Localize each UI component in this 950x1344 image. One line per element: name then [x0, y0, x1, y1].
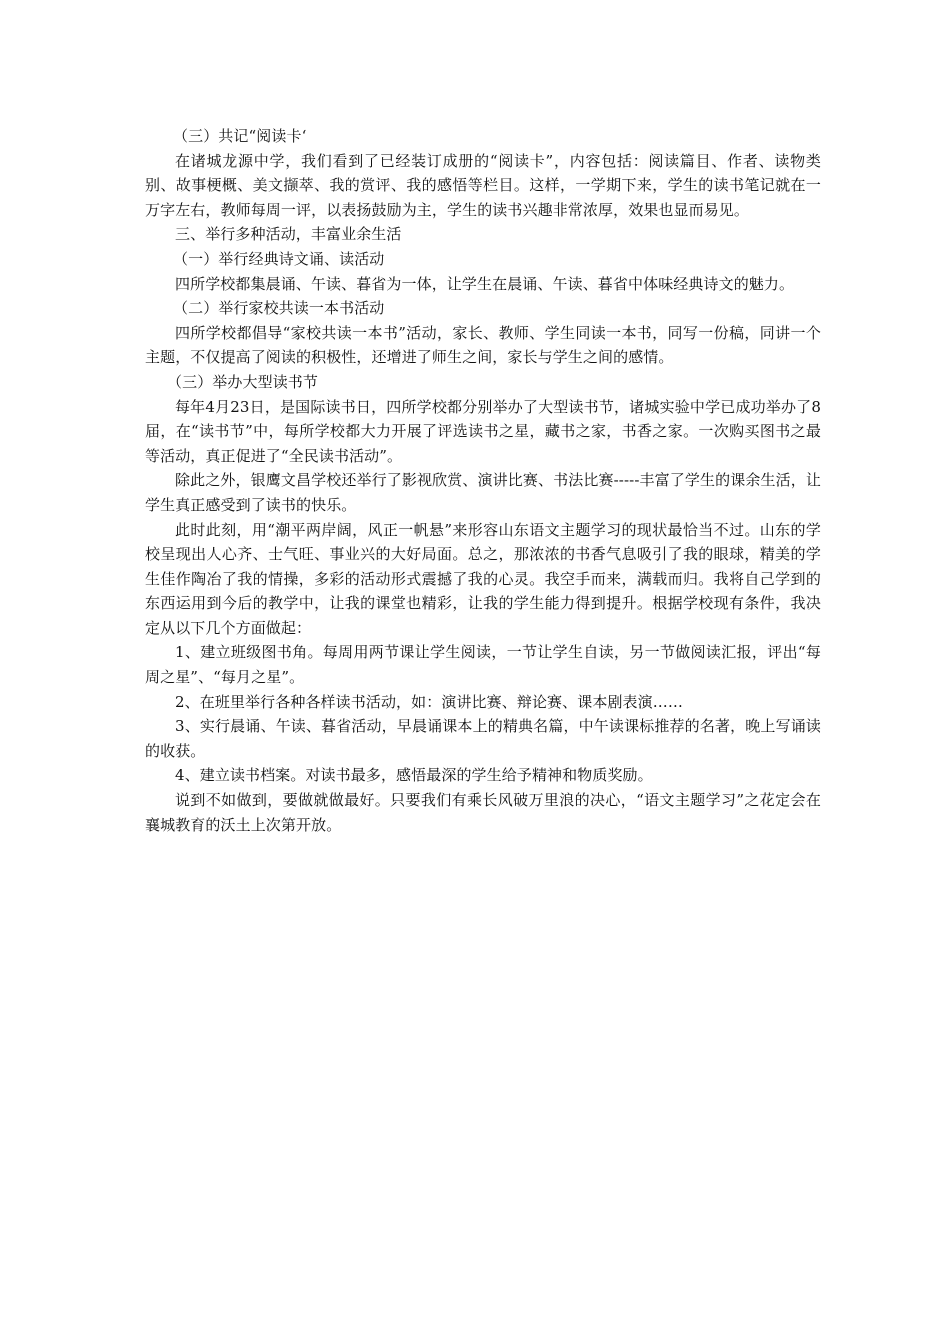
paragraph-reading-card: 在诸城龙源中学，我们看到了已经装订成册的“阅读卡”，内容包括：阅读篇目、作者、读物类别、故事梗概、美文撷萃、我的赏评、我的感悟等栏目。这样，一学期下来，学生的读书笔记就在一万字左右，教师每周一评，以表扬鼓励为主，学生的读书兴趣非常浓厚，效果也显而易见。: [145, 151, 821, 219]
subheading-classic-poetry: （一）举行经典诗文诵、读活动: [173, 249, 385, 268]
paragraph-reading-festival: 每年4月23日，是国际读书日，四所学校都分别举办了大型读书节，诸城实验中学已成功举办了8届，在“读书节”中，每所学校都大力开展了评选读书之星，藏书之家，书香之家。一次购买图书之最等活动，真正促进了“全民读书活动”。: [145, 397, 821, 465]
list-item-4: 4、建立读书档案。对读书最多，感悟最深的学生给予精神和物质奖励。: [175, 766, 653, 785]
paragraph-family-reading: 四所学校都倡导“家校共读一本书”活动，家长、教师、学生同读一本书，同写一份稿，同讲一个主题，不仅提高了阅读的积极性，还增进了师生之间，家长与学生之间的感情。: [145, 323, 821, 367]
list-item-3: 3、实行晨诵、午读、暮省活动，早晨诵课本上的精典名篇，中午读课标推荐的名著，晚上写诵读的收获。: [145, 717, 821, 760]
subheading-reading-festival: （三）举办大型读书节: [167, 372, 319, 391]
section-heading-activities: 三、举行多种活动，丰富业余生活: [175, 225, 402, 244]
paragraph-other-activities: 除此之外，银鹰文昌学校还举行了影视欣赏、演讲比赛、书法比赛-----丰富了学生的课余生活，让学生真正感受到了读书的快乐。: [145, 471, 821, 514]
document-page: [145, 124, 821, 837]
paragraph-classic-poetry: 四所学校都集晨诵、午读、暮省为一体，让学生在晨诵、午读、暮省中体味经典诗文的魅力。: [175, 274, 795, 293]
list-item-2: 2、在班里举行各种各样读书活动，如：演讲比赛、辩论赛、课本剧表演……: [175, 692, 683, 711]
paragraph-reflection: 此时此刻，用“潮平两岸阔，风正一帆悬”来形容山东语文主题学习的现状最恰当不过。山东的学校呈现出人心齐、士气旺、事业兴的大好局面。总之，那浓浓的书香气息吸引了我的眼球，精美的学生佳作陶冶了我的情操，多彩的活动形式震撼了我的心灵。我空手而来，满载而归。我将自己学到的东西运用到今后的教学中，让我的课堂也精彩，让我的学生能力得到提升。根据学校现有条件，我决定从以下几个方面做起：: [145, 520, 821, 637]
section-heading-reading-card: （三）共记“阅读卡‘: [173, 127, 307, 145]
subheading-family-reading: （二）举行家校共读一本书活动: [173, 299, 385, 318]
list-item-1: 1、建立班级图书角。每周用两节课让学生阅读，一节让学生自读，另一节做阅读汇报，评出“每周之星”、“每月之星”。: [145, 643, 821, 687]
paragraph-conclusion: 说到不如做到，要做就做最好。只要我们有乘长风破万里浪的决心，“语文主题学习”之花定会在襄城教育的沃土上次第开放。: [145, 791, 821, 834]
